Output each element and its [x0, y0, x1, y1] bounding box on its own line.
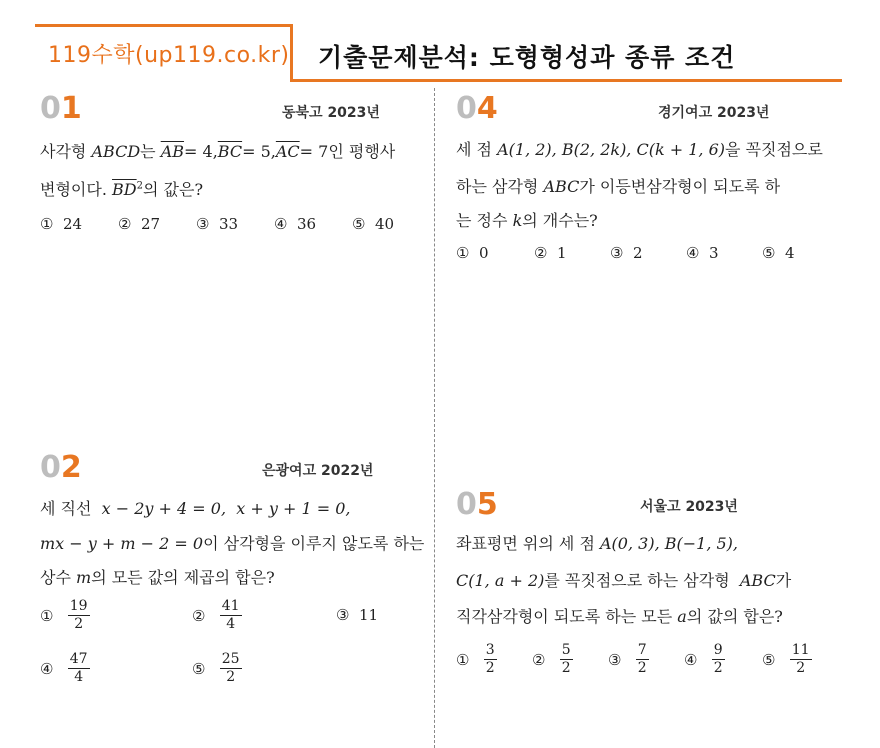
header-rule	[290, 79, 842, 82]
choice-02-5[interactable]: ⑤ $\frac{25}{2}$	[192, 651, 240, 685]
brand-label: 119수학(up119.co.kr)	[48, 43, 290, 68]
problem-text-04-line1: 세 점 A(1, 2), B(2, 2k), C(k + 1, 6)을 꼭짓점으로	[456, 140, 823, 159]
choice-05-5[interactable]: ⑤ $\frac{11}{2}$	[762, 642, 810, 676]
choice-02-4[interactable]: ④ $\frac{47}{4}$	[40, 651, 88, 685]
choice-02-1[interactable]: ① $\frac{19}{2}$	[40, 598, 88, 632]
problem-source-05: 서울고 2023년	[640, 499, 738, 515]
choice-05-2[interactable]: ② $\frac{5}{2}$	[532, 642, 571, 676]
choice-04-5[interactable]: ⑤ 4	[762, 244, 795, 262]
problem-text-04-line2: 하는 삼각형 ABC가 이등변삼각형이 되도록 하	[456, 177, 781, 196]
problem-text-04-line3: 는 정수 k의 개수는?	[456, 211, 598, 230]
problem-number-01: 01	[40, 91, 82, 126]
problem-source-04: 경기여고 2023년	[658, 105, 770, 121]
choice-04-4[interactable]: ④ 3	[686, 244, 719, 262]
problem-text-05-line2: C(1, a + 2)를 꼭짓점으로 하는 삼각형 ABC가	[456, 571, 792, 590]
page-title: 기출문제분석: 도형형성과 종류 조건	[318, 43, 736, 72]
choice-01-2[interactable]: ② 27	[118, 215, 161, 233]
problem-number-02: 02	[40, 450, 82, 485]
problem-source-01: 동북고 2023년	[282, 105, 380, 121]
choice-05-1[interactable]: ① $\frac{3}{2}$	[456, 642, 495, 676]
problem-number-04: 04	[456, 91, 498, 126]
choice-04-2[interactable]: ② 1	[534, 244, 567, 262]
problem-text-05-line3: 직각삼각형이 되도록 하는 모든 a의 값의 합은?	[456, 607, 783, 626]
choice-04-3[interactable]: ③ 2	[610, 244, 643, 262]
choice-01-3[interactable]: ③ 33	[196, 215, 239, 233]
choice-04-1[interactable]: ① 0	[456, 244, 489, 262]
problem-number-05: 05	[456, 487, 498, 522]
choice-02-2[interactable]: ② $\frac{41}{4}$	[192, 598, 240, 632]
problem-text-01-line1: 사각형 ABCD는 $\overline{AB}= 4,\overline{BC}= 5,\overline{AC}= 7$인 평행사	[40, 142, 396, 161]
problem-source-02: 은광여고 2022년	[262, 463, 374, 479]
choice-05-4[interactable]: ④ $\frac{9}{2}$	[684, 642, 723, 676]
choice-01-4[interactable]: ④ 36	[274, 215, 317, 233]
choice-05-3[interactable]: ③ $\frac{7}{2}$	[608, 642, 647, 676]
problem-text-01-line2: 변형이다. $\overline{BD}^2$의 값은?	[40, 180, 204, 199]
choice-01-5[interactable]: ⑤ 40	[352, 215, 395, 233]
problem-text-02-line2: mx − y + m − 2 = 0이 삼각형을 이루지 않도록 하는	[40, 534, 425, 553]
problem-text-02-line3: 상수 m의 모든 값의 제곱의 합은?	[40, 568, 275, 587]
problem-text-02-line1: 세 직선 x − 2y + 4 = 0, x + y + 1 = 0,	[40, 499, 351, 518]
choice-02-3[interactable]: ③ 11	[336, 606, 379, 624]
problem-text-05-line1: 좌표평면 위의 세 점 A(0, 3), B(−1, 5),	[456, 534, 739, 553]
column-divider	[434, 88, 435, 748]
choice-01-1[interactable]: ① 24	[40, 215, 83, 233]
